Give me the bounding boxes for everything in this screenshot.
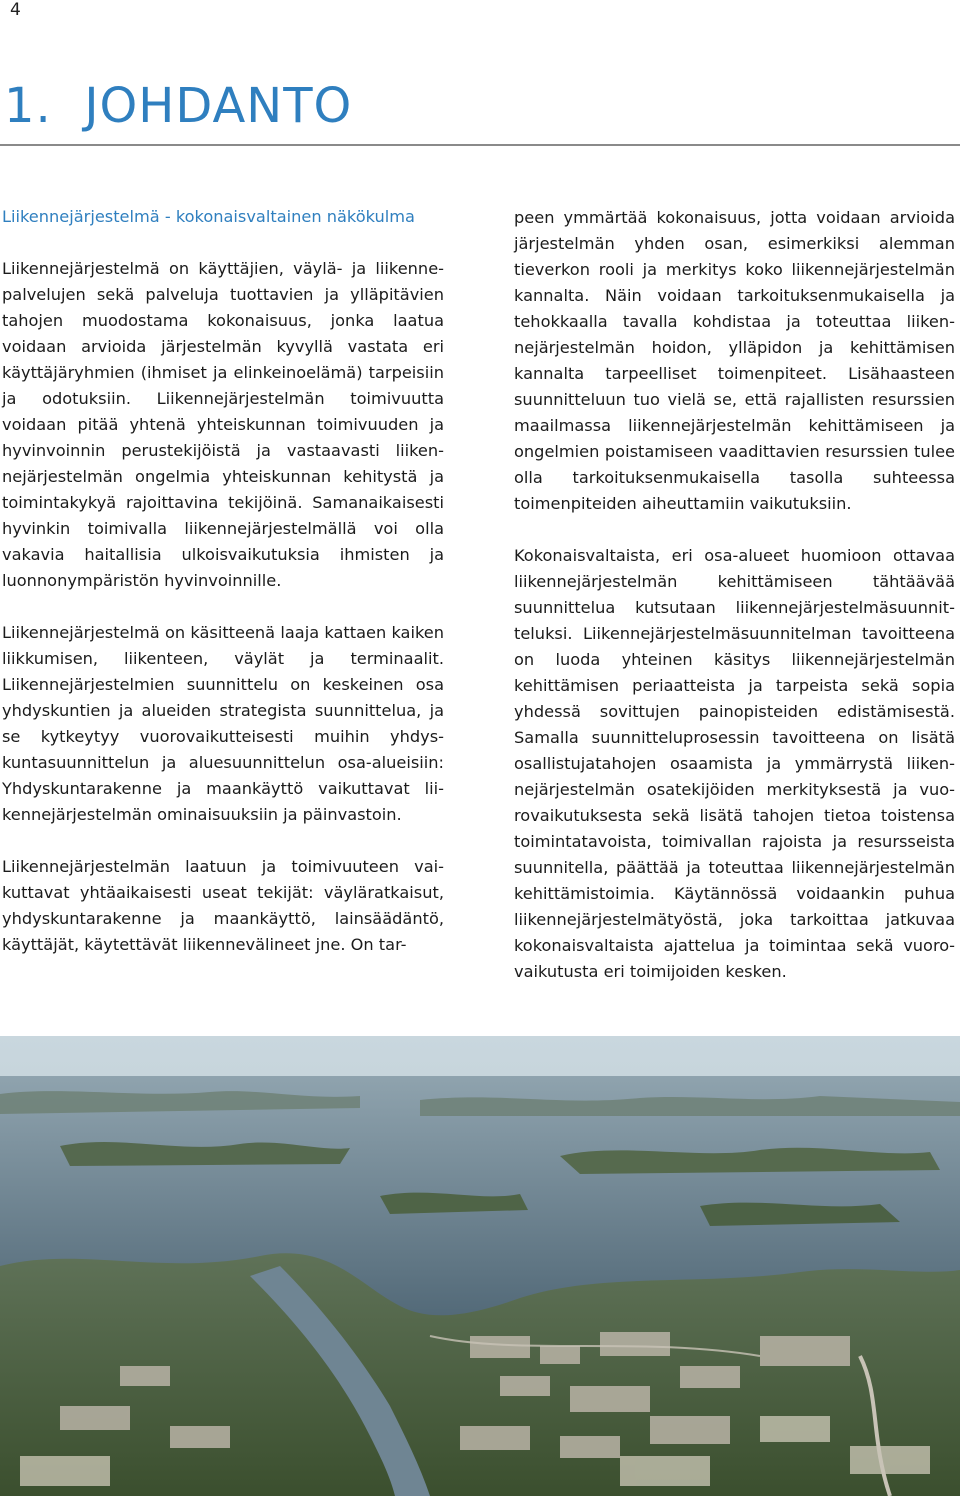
- body-paragraph: Liikennejärjestelmä on käsitteenä laaja kattaen kaiken liikkumisen, liikenteen, väylät ja terminaalit. Liikennejärjestelmien suunnittelu on keskeinen osa yhdyskuntien ja alueiden strategista suunnittelua, ja se kytkeytyy vuorovaikutteisesti muihin yhdyskuntasuunnittelun ja aluesuunnittelun osa-alueisiin: Yhdyskuntarakenne ja maankäyttö vaikuttavat liikennejärjestelmän ominaisuuksiin ja päinvastoin.: [2, 623, 444, 824]
- body-paragraph: Liikennejärjestelmän laatuun ja toimivuuteen vaikuttavat yhtäaikaisesti useat tekijät: väyläratkaisut, yhdyskuntarakenne ja maankäyttö, lainsäädäntö, käyttäjät, käytettävät liikennevälineet jne. On tar-: [2, 857, 444, 954]
- body-paragraph: Liikennejärjestelmä on käyttäjien, väylä- ja liikennepalvelujen sekä palveluja tuottavien ja ylläpitävien tahojen muodostama kokonaisuus, jonka laatua voidaan arvioida järjestelmän kyvyllä vastata eri käyttäjäryhmien (ihmiset ja elinkeinoelämä) tarpeisiin ja odotuksiin. Liikennejärjestelmän toimivuutta voidaan pitää yhtenä yhteiskunnan toimivuuden ja hyvinvoinnin perustekijöistä ja vastaavasti liikennejärjestelmän ongelmia yhteiskunnan kehitystä ja toimintakykyä rajoittavina tekijöinä. Samanaikaisesti hyvinkin toimivalla liikennejärjestelmällä voi olla vakavia haitallisia ulkoisvaikutuksia ihmisten ja luonnonympäristön hyvinvoinnille.: [2, 259, 444, 590]
- body-paragraph: Kokonaisvaltaista, eri osa-alueet huomioon ottavaa liikennejärjestelmän kehittämiseen tähtäävää suunnittelua kutsutaan liikennejärjestelmäsuunnitteluksi. Liikennejärjestelmäsuunnitelman tavoitteena on luoda yhteinen käsitys liikennejärjestelmän kehittämisen periaatteista ja tarpeista sekä sopia yhdessä sovittujen painopisteiden edistämisestä. Samalla suunnitteluprosessin tavoitteena on lisätä osallistujatahojen osaamista ja ymmärrystä liikennejärjestelmän osatekijöiden merkityksestä ja vuorovaikutuksesta sekä lisätä tahojen tietoa toistensa toimintatavoista, toimivallan rajoista ja resursseista suunnitella, päättää ja toteuttaa liikennejärjestelmän kehittämistoimia. Käytännössä voidaankin puhua liikennejärjestelmätyöstä, joka tarkoittaa jatkuvaa kokonaisvaltaista ajattelua ja toimintaa sekä vuorovaikutusta eri toimijoiden kesken.: [514, 546, 955, 981]
- right-column: [514, 205, 955, 1011]
- chapter-title: [4, 76, 352, 136]
- aerial-photo-illustration: [0, 1036, 960, 1496]
- chapter-title-text: JOHDANTO: [84, 78, 353, 134]
- chapter-number: 1.: [4, 78, 52, 134]
- title-divider: [0, 144, 960, 146]
- left-column: [2, 204, 444, 984]
- page-number: 4: [10, 0, 21, 20]
- aerial-photo: [0, 1036, 960, 1496]
- section-heading: Liikennejärjestelmä - kokonaisvaltainen näkökulma: [2, 207, 415, 226]
- body-paragraph: peen ymmärtää kokonaisuus, jotta voidaan arvioida järjestelmän yhden osan, esimerkiksi alemman tieverkon rooli ja merkitys koko liikennejärjestelmän kannalta. Näin voidaan tarkoituksenmukaisella ja tehokkaalla tavalla kohdistaa ja toteuttaa liikennejärjestelmän hoidon, ylläpidon ja kehittämisen kannalta tarpeelliset toimenpiteet. Lisähaasteen suunnitteluun tuo vielä se, että rajallisten resurssien maailmassa liikennejärjestelmän kehittämiseen ja ongelmien poistamiseen vaadittavien resurssien tulee olla tarkoituksenmukaisella tasolla suhteessa toimenpiteiden aiheuttamiin vaikutuksiin.: [514, 208, 955, 513]
